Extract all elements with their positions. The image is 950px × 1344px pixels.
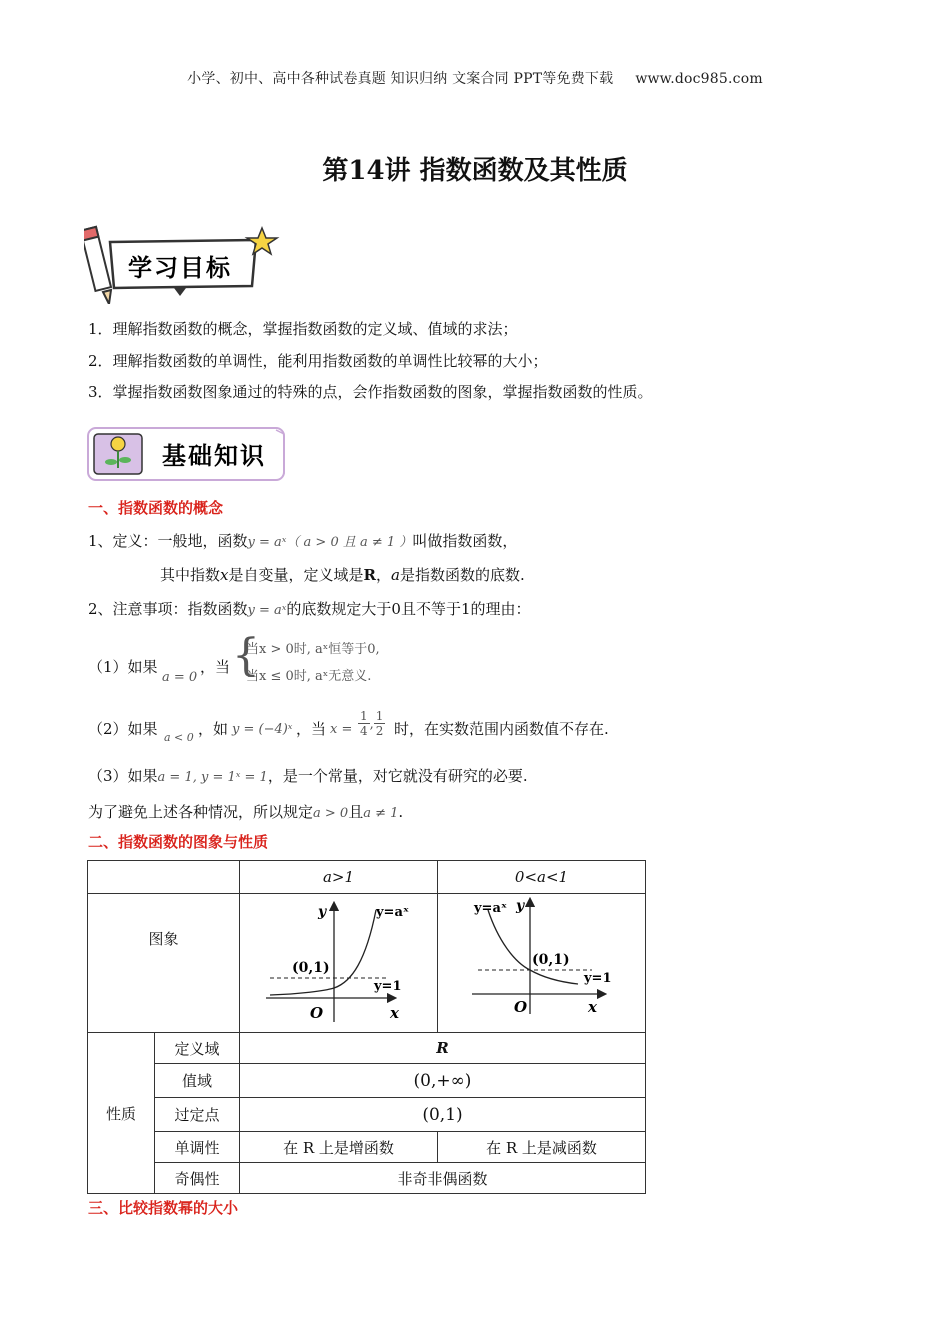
- def-condition: （ a > 0 且 a ≠ 1 ）: [286, 535, 413, 550]
- definition-line-2: 其中指数x是自变量，定义域是R，a是指数函数的底数.: [160, 566, 525, 584]
- prop-name-domain: 定义域: [155, 1033, 240, 1064]
- graph-increasing-cell: [240, 894, 438, 1033]
- case2-function: y = (−4)ˣ: [232, 722, 293, 737]
- definition-line: 1、定义：一般地，函数y = aˣ（ a > 0 且 a ≠ 1 ）叫做指数函数，: [88, 532, 518, 550]
- properties-table: [87, 860, 646, 1194]
- header-url[interactable]: www.doc985.com: [635, 71, 763, 87]
- prop-name-fixed-point: 过定点: [155, 1098, 240, 1132]
- goal-item-1: 1．理解指数函数的概念，掌握指数函数的定义域、值域的求法；: [88, 320, 518, 338]
- prop-value-decreasing: 在 R 上是减函数: [438, 1132, 646, 1163]
- graph-left-asym-label: y=1: [374, 979, 402, 994]
- table-corner: [88, 861, 240, 894]
- case2-suffix: 时，在实数范围内函数值不存在.: [394, 720, 609, 738]
- graph-left-x-label: x: [390, 1004, 399, 1022]
- prop-value-fixed-point: (0,1): [240, 1098, 646, 1132]
- graph-right-x-label: x: [588, 998, 597, 1016]
- case2-eg: ，如: [198, 720, 229, 738]
- case1-when: ，当: [200, 658, 231, 676]
- graph-right-y-label: y: [516, 898, 525, 914]
- case1: （1）如果: [88, 658, 158, 676]
- header-text: 小学、初中、高中各种试卷真题 知识归纳 文案合同 PPT等免费下载: [187, 71, 614, 87]
- note-line: 2、注意事项：指数函数y = aˣ的底数规定大于0且不等于1的理由：: [88, 600, 531, 618]
- case2-x: x =: [330, 722, 353, 737]
- graph-increasing: [240, 894, 437, 1032]
- graph-left-origin: O: [310, 1004, 324, 1022]
- graph-left-point-label: (0,1): [292, 960, 330, 976]
- goals-badge: [84, 216, 280, 304]
- case1-line1: 当x > 0时, aˣ恒等于0,: [246, 642, 380, 657]
- prop-name-monotonicity: 单调性: [155, 1132, 240, 1163]
- graph-left-y-label: y: [318, 904, 327, 920]
- page-title: 第14讲 指数函数及其性质: [322, 156, 628, 186]
- goal-item-3: 3．掌握指数函数图象通过的特殊的点，会作指数函数的图象，掌握指数函数的性质。: [88, 383, 653, 401]
- case3-condition: a = 1, y = 1ˣ = 1: [157, 770, 268, 785]
- graph-decreasing-cell: [438, 894, 646, 1033]
- basics-badge: [86, 424, 290, 486]
- graph-left-curve-label: y=aˣ: [376, 905, 410, 920]
- graph-right-origin: O: [514, 998, 528, 1016]
- pencil-icon: [84, 227, 111, 304]
- graph-right-curve-label: y=aˣ: [474, 901, 508, 916]
- page-header: [0, 68, 950, 88]
- section3-heading: 三、比较指数幂的大小: [88, 1199, 239, 1217]
- case1-brace: {: [232, 630, 260, 681]
- section2-heading: 二、指数函数的图象与性质: [88, 833, 269, 851]
- case2-when: ，当: [296, 720, 327, 738]
- graph-right-point-label: (0,1): [532, 952, 570, 968]
- prop-value-range: (0,+∞): [240, 1064, 646, 1098]
- case3: （3）如果a = 1, y = 1ˣ = 1，是一个常量，对它就没有研究的必要.: [88, 767, 528, 785]
- prop-name-range: 值域: [155, 1064, 240, 1098]
- graph-decreasing: [438, 894, 645, 1032]
- prop-name-parity: 奇偶性: [155, 1163, 240, 1194]
- goals-badge-label: 学习目标: [128, 254, 232, 282]
- def-function: y = aˣ: [247, 535, 287, 550]
- case1-line2: 当x ≤ 0时, aˣ无意义.: [246, 669, 372, 684]
- col-header-a-gt-1: a>1: [240, 861, 438, 894]
- row-header-graph: 图象: [88, 894, 240, 1033]
- case2-condition: a < 0: [164, 731, 194, 744]
- prop-value-domain: R: [240, 1033, 646, 1064]
- prop-value-parity: 非奇非偶函数: [240, 1163, 646, 1194]
- case1-condition: a = 0: [162, 670, 198, 685]
- col-header-a-lt-1: 0<a<1: [438, 861, 646, 894]
- row-header-props: 性质: [88, 1033, 155, 1194]
- case2-fractions: $\frac{1}{4}$ , $\frac{1}{2}$: [360, 709, 384, 738]
- section1-heading: 一、指数函数的概念: [88, 499, 224, 517]
- graph-right-asym-label: y=1: [584, 971, 612, 986]
- case2: （2）如果: [88, 720, 158, 738]
- basics-badge-label: 基础知识: [162, 442, 266, 470]
- conclusion: 为了避免上述各种情况，所以规定a > 0且a ≠ 1.: [88, 803, 404, 821]
- prop-value-increasing: 在 R 上是增函数: [240, 1132, 438, 1163]
- goal-item-2: 2．理解指数函数的单调性，能利用指数函数的单调性比较幂的大小；: [88, 352, 548, 370]
